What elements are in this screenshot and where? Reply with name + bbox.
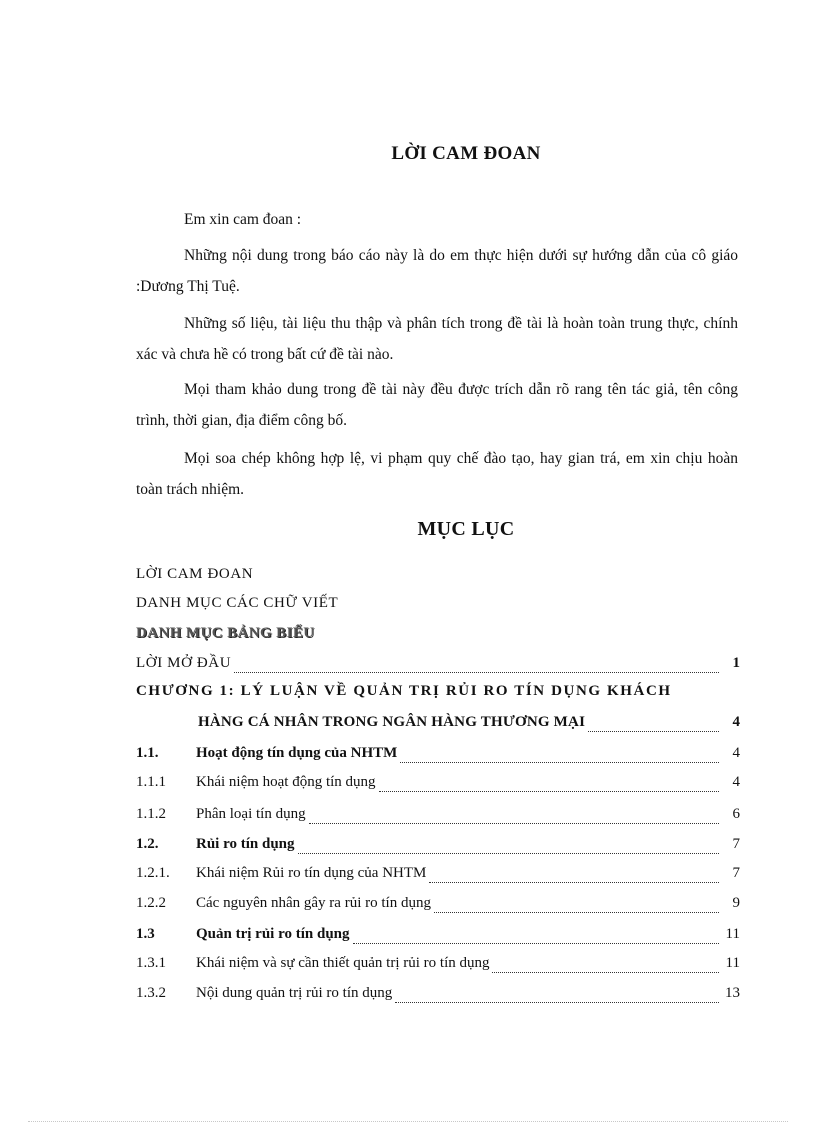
toc-entry-page: 11 <box>725 955 740 971</box>
toc-front-item[interactable]: DANH MỤC CÁC CHỮ VIẾT <box>136 595 339 611</box>
toc-entry-page: 9 <box>732 895 740 911</box>
toc-leader <box>588 731 719 732</box>
toc-entry-page: 4 <box>732 745 740 761</box>
toc-leader <box>353 943 719 944</box>
toc-entry-title: Hoạt động tín dụng của NHTM <box>196 745 398 761</box>
toc-entry-page: 1 <box>732 655 740 671</box>
toc-entry-number: 1.3.1 <box>136 955 166 971</box>
declaration-intro: Em xin cam đoan : <box>184 211 302 228</box>
toc-leader <box>492 972 719 973</box>
toc-entry[interactable] <box>136 985 740 1009</box>
toc-entry-page: 4 <box>732 774 740 790</box>
toc-entry[interactable] <box>136 806 740 830</box>
toc-entry[interactable] <box>136 926 740 950</box>
toc-front-item[interactable]: LỜI CAM ĐOAN <box>136 566 254 582</box>
page-bottom-rule <box>28 1121 788 1122</box>
toc-entry-number: 1.3.2 <box>136 985 166 1001</box>
toc-leader <box>429 882 719 883</box>
toc-entry[interactable] <box>136 865 740 889</box>
toc-leader <box>434 912 719 913</box>
toc-front-item[interactable]: DANH MỤC BẢNG BIỂU <box>136 625 315 641</box>
toc-entry-number: 1.3 <box>136 926 155 942</box>
toc-entry-title: Khái niệm Rủi ro tín dụng của NHTM <box>196 865 427 881</box>
toc-entry-number: 1.2. <box>136 836 159 852</box>
toc-entry-title: Quản trị rủi ro tín dụng <box>196 926 350 942</box>
toc-entry-page: 7 <box>732 836 740 852</box>
toc-entry-title: Phân loại tín dụng <box>196 806 306 822</box>
toc-entry-page: 11 <box>725 926 740 942</box>
declaration-paragraph: Mọi tham khảo dung trong đề tài này đều được trích dẫn rõ rang tên tác giả, tên công trình, thời gian, địa điểm công bố. <box>136 381 738 429</box>
toc-entry-title: Các nguyên nhân gây ra rủi ro tín dụng <box>196 895 431 911</box>
toc-entry-intro[interactable] <box>136 655 740 679</box>
toc-chapter-line2[interactable] <box>198 714 740 738</box>
declaration-paragraph: Những nội dung trong báo cáo này là do em thực hiện dưới sự hướng dẫn của cô giáo :Dương Thị Tuệ. <box>136 247 738 295</box>
toc-leader <box>400 762 719 763</box>
toc-entry-title: LỜI MỞ ĐẦU <box>136 655 232 671</box>
toc-entry-title: Khái niệm và sự cần thiết quản trị rủi ro tín dụng <box>196 955 490 971</box>
toc-entry-page: 6 <box>732 806 740 822</box>
toc-leader <box>395 1002 719 1003</box>
toc-entry-number: 1.2.1. <box>136 865 170 881</box>
toc-entry[interactable] <box>136 955 740 979</box>
declaration-title: LỜI CAM ĐOAN <box>391 143 541 164</box>
toc-leader <box>379 791 719 792</box>
toc-leader <box>298 853 719 854</box>
declaration-paragraph: Những số liệu, tài liệu thu thập và phân tích trong đề tài là hoàn toàn trung thực, chính xác và chưa hề có trong bất cứ đề tài nào. <box>136 315 738 363</box>
toc-chapter-line1[interactable]: CHƯƠNG 1: LÝ LUẬN VỀ QUẢN TRỊ RỦI RO TÍN DỤNG KHÁCH <box>136 683 672 699</box>
toc-entry-title: Nội dung quản trị rủi ro tín dụng <box>196 985 393 1001</box>
toc-entry-title: Khái niệm hoạt động tín dụng <box>196 774 376 790</box>
toc-entry-title: Rủi ro tín dụng <box>196 836 295 852</box>
toc-entry-number: 1.1. <box>136 745 159 761</box>
toc-entry[interactable] <box>136 774 740 798</box>
toc-entry[interactable] <box>136 745 740 769</box>
toc-entry-page: 13 <box>725 985 740 1001</box>
toc-entry-page: 4 <box>732 714 740 730</box>
toc-entry-number: 1.2.2 <box>136 895 166 911</box>
toc-entry-number: 1.1.2 <box>136 806 166 822</box>
toc-title: MỤC LỤC <box>417 518 515 540</box>
toc-entry[interactable] <box>136 836 740 860</box>
toc-leader <box>234 672 719 673</box>
toc-entry-title: HÀNG CÁ NHÂN TRONG NGÂN HÀNG THƯƠNG MẠI <box>198 714 586 730</box>
toc-entry-page: 7 <box>732 865 740 881</box>
toc-entry-number: 1.1.1 <box>136 774 166 790</box>
toc-leader <box>309 823 719 824</box>
toc-entry[interactable] <box>136 895 740 919</box>
declaration-paragraph: Mọi soa chép không hợp lệ, vi phạm quy chế đào tạo, hay gian trá, em xin chịu hoàn toàn trách nhiệm. <box>136 450 738 498</box>
